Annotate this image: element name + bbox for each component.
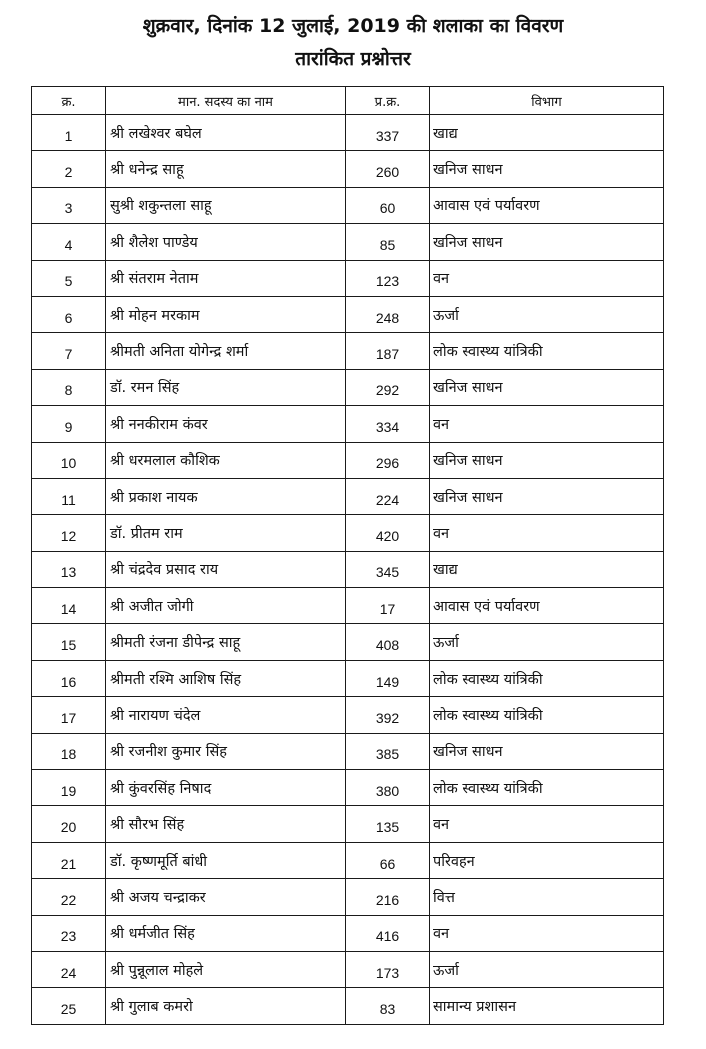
serial-number-cell: 8 bbox=[32, 369, 106, 405]
member-name-cell: श्री गुलाब कमरो bbox=[106, 988, 346, 1024]
table-row bbox=[32, 333, 664, 369]
department-cell: वन bbox=[430, 260, 664, 296]
question-number-cell: 292 bbox=[346, 369, 430, 405]
table-row bbox=[32, 806, 664, 842]
department-cell: ऊर्जा bbox=[430, 296, 664, 332]
table-row bbox=[32, 624, 664, 660]
department-cell: वन bbox=[430, 915, 664, 951]
member-name-cell: श्री कुंवरसिंह निषाद bbox=[106, 770, 346, 806]
table-row bbox=[32, 442, 664, 478]
member-name-cell: सुश्री शकुन्तला साहू bbox=[106, 187, 346, 223]
question-number-cell: 187 bbox=[346, 333, 430, 369]
question-number-cell: 296 bbox=[346, 442, 430, 478]
department-cell: खनिज साधन bbox=[430, 733, 664, 769]
question-number-cell: 392 bbox=[346, 697, 430, 733]
column-header-member-name: मान. सदस्य का नाम bbox=[106, 87, 346, 115]
serial-number-cell: 21 bbox=[32, 842, 106, 878]
table-row bbox=[32, 369, 664, 405]
serial-number-cell: 5 bbox=[32, 260, 106, 296]
department-cell: ऊर्जा bbox=[430, 624, 664, 660]
question-number-cell: 416 bbox=[346, 915, 430, 951]
question-number-cell: 260 bbox=[346, 151, 430, 187]
department-cell: वित्त bbox=[430, 879, 664, 915]
department-cell: ऊर्जा bbox=[430, 951, 664, 987]
table-row bbox=[32, 406, 664, 442]
serial-number-cell: 16 bbox=[32, 660, 106, 696]
serial-number-cell: 25 bbox=[32, 988, 106, 1024]
member-name-cell: श्रीमती अनिता योगेन्द्र शर्मा bbox=[106, 333, 346, 369]
table-row bbox=[32, 988, 664, 1024]
column-header-department: विभाग bbox=[430, 87, 664, 115]
table-row bbox=[32, 915, 664, 951]
serial-number-cell: 7 bbox=[32, 333, 106, 369]
member-name-cell: श्री पुन्नूलाल मोहले bbox=[106, 951, 346, 987]
question-table bbox=[31, 86, 664, 1025]
question-number-cell: 248 bbox=[346, 296, 430, 332]
member-name-cell: श्री ननकीराम कंवर bbox=[106, 406, 346, 442]
table-row bbox=[32, 588, 664, 624]
table-row bbox=[32, 260, 664, 296]
member-name-cell: डॉ. रमन सिंह bbox=[106, 369, 346, 405]
member-name-cell: श्री प्रकाश नायक bbox=[106, 478, 346, 514]
question-number-cell: 66 bbox=[346, 842, 430, 878]
question-number-cell: 337 bbox=[346, 115, 430, 151]
question-number-cell: 123 bbox=[346, 260, 430, 296]
question-number-cell: 380 bbox=[346, 770, 430, 806]
member-name-cell: श्री शैलेश पाण्डेय bbox=[106, 224, 346, 260]
table-row bbox=[32, 660, 664, 696]
department-cell: लोक स्वास्थ्य यांत्रिकी bbox=[430, 660, 664, 696]
serial-number-cell: 1 bbox=[32, 115, 106, 151]
member-name-cell: श्री संतराम नेताम bbox=[106, 260, 346, 296]
serial-number-cell: 12 bbox=[32, 515, 106, 551]
department-cell: लोक स्वास्थ्य यांत्रिकी bbox=[430, 770, 664, 806]
table-row bbox=[32, 115, 664, 151]
department-cell: वन bbox=[430, 406, 664, 442]
page-subtitle: तारांकित प्रश्नोत्तर bbox=[295, 48, 411, 70]
question-number-cell: 149 bbox=[346, 660, 430, 696]
member-name-cell: श्री चंद्रदेव प्रसाद राय bbox=[106, 551, 346, 587]
question-number-cell: 216 bbox=[346, 879, 430, 915]
serial-number-cell: 4 bbox=[32, 224, 106, 260]
department-cell: खाद्य bbox=[430, 115, 664, 151]
member-name-cell: श्री मोहन मरकाम bbox=[106, 296, 346, 332]
question-number-cell: 224 bbox=[346, 478, 430, 514]
serial-number-cell: 15 bbox=[32, 624, 106, 660]
table-row bbox=[32, 224, 664, 260]
question-number-cell: 345 bbox=[346, 551, 430, 587]
department-cell: खनिज साधन bbox=[430, 151, 664, 187]
department-cell: खनिज साधन bbox=[430, 369, 664, 405]
column-header-serial: क्र. bbox=[32, 87, 106, 115]
department-cell: खनिज साधन bbox=[430, 478, 664, 514]
table-row bbox=[32, 478, 664, 514]
serial-number-cell: 6 bbox=[32, 296, 106, 332]
table-row bbox=[32, 151, 664, 187]
serial-number-cell: 20 bbox=[32, 806, 106, 842]
member-name-cell: श्री धनेन्द्र साहू bbox=[106, 151, 346, 187]
question-number-cell: 385 bbox=[346, 733, 430, 769]
department-cell: वन bbox=[430, 515, 664, 551]
department-cell: सामान्य प्रशासन bbox=[430, 988, 664, 1024]
department-cell: खनिज साधन bbox=[430, 224, 664, 260]
question-number-cell: 173 bbox=[346, 951, 430, 987]
serial-number-cell: 14 bbox=[32, 588, 106, 624]
table-row bbox=[32, 770, 664, 806]
department-cell: खाद्य bbox=[430, 551, 664, 587]
serial-number-cell: 24 bbox=[32, 951, 106, 987]
page-title: शुक्रवार, दिनांक 12 जुलाई, 2019 की शलाका का विवरण bbox=[142, 15, 564, 37]
table-row bbox=[32, 296, 664, 332]
member-name-cell: डॉ. कृष्णमूर्ति बांधी bbox=[106, 842, 346, 878]
member-name-cell: श्रीमती रश्मि आशिष सिंह bbox=[106, 660, 346, 696]
serial-number-cell: 19 bbox=[32, 770, 106, 806]
serial-number-cell: 18 bbox=[32, 733, 106, 769]
department-cell: आवास एवं पर्यावरण bbox=[430, 588, 664, 624]
question-number-cell: 85 bbox=[346, 224, 430, 260]
question-number-cell: 334 bbox=[346, 406, 430, 442]
table-row bbox=[32, 951, 664, 987]
member-name-cell: श्री अजीत जोगी bbox=[106, 588, 346, 624]
member-name-cell: श्री लखेश्वर बघेल bbox=[106, 115, 346, 151]
column-header-question-number: प्र.क्र. bbox=[346, 87, 430, 115]
question-number-cell: 135 bbox=[346, 806, 430, 842]
serial-number-cell: 11 bbox=[32, 478, 106, 514]
serial-number-cell: 13 bbox=[32, 551, 106, 587]
serial-number-cell: 23 bbox=[32, 915, 106, 951]
department-cell: खनिज साधन bbox=[430, 442, 664, 478]
question-number-cell: 17 bbox=[346, 588, 430, 624]
table-row bbox=[32, 551, 664, 587]
question-number-cell: 408 bbox=[346, 624, 430, 660]
table-header-row bbox=[32, 87, 664, 115]
serial-number-cell: 9 bbox=[32, 406, 106, 442]
table-row bbox=[32, 733, 664, 769]
table-row bbox=[32, 697, 664, 733]
question-number-cell: 83 bbox=[346, 988, 430, 1024]
member-name-cell: श्री रजनीश कुमार सिंह bbox=[106, 733, 346, 769]
member-name-cell: श्री धरमलाल कौशिक bbox=[106, 442, 346, 478]
table-row bbox=[32, 187, 664, 223]
department-cell: वन bbox=[430, 806, 664, 842]
member-name-cell: डॉ. प्रीतम राम bbox=[106, 515, 346, 551]
department-cell: लोक स्वास्थ्य यांत्रिकी bbox=[430, 333, 664, 369]
question-number-cell: 60 bbox=[346, 187, 430, 223]
department-cell: परिवहन bbox=[430, 842, 664, 878]
department-cell: आवास एवं पर्यावरण bbox=[430, 187, 664, 223]
question-number-cell: 420 bbox=[346, 515, 430, 551]
table-row bbox=[32, 842, 664, 878]
member-name-cell: श्री धर्मजीत सिंह bbox=[106, 915, 346, 951]
table-row bbox=[32, 879, 664, 915]
member-name-cell: श्री नारायण चंदेल bbox=[106, 697, 346, 733]
table-row bbox=[32, 515, 664, 551]
member-name-cell: श्रीमती रंजना डीपेन्द्र साहू bbox=[106, 624, 346, 660]
department-cell: लोक स्वास्थ्य यांत्रिकी bbox=[430, 697, 664, 733]
member-name-cell: श्री अजय चन्द्राकर bbox=[106, 879, 346, 915]
member-name-cell: श्री सौरभ सिंह bbox=[106, 806, 346, 842]
serial-number-cell: 2 bbox=[32, 151, 106, 187]
serial-number-cell: 17 bbox=[32, 697, 106, 733]
serial-number-cell: 3 bbox=[32, 187, 106, 223]
serial-number-cell: 22 bbox=[32, 879, 106, 915]
serial-number-cell: 10 bbox=[32, 442, 106, 478]
